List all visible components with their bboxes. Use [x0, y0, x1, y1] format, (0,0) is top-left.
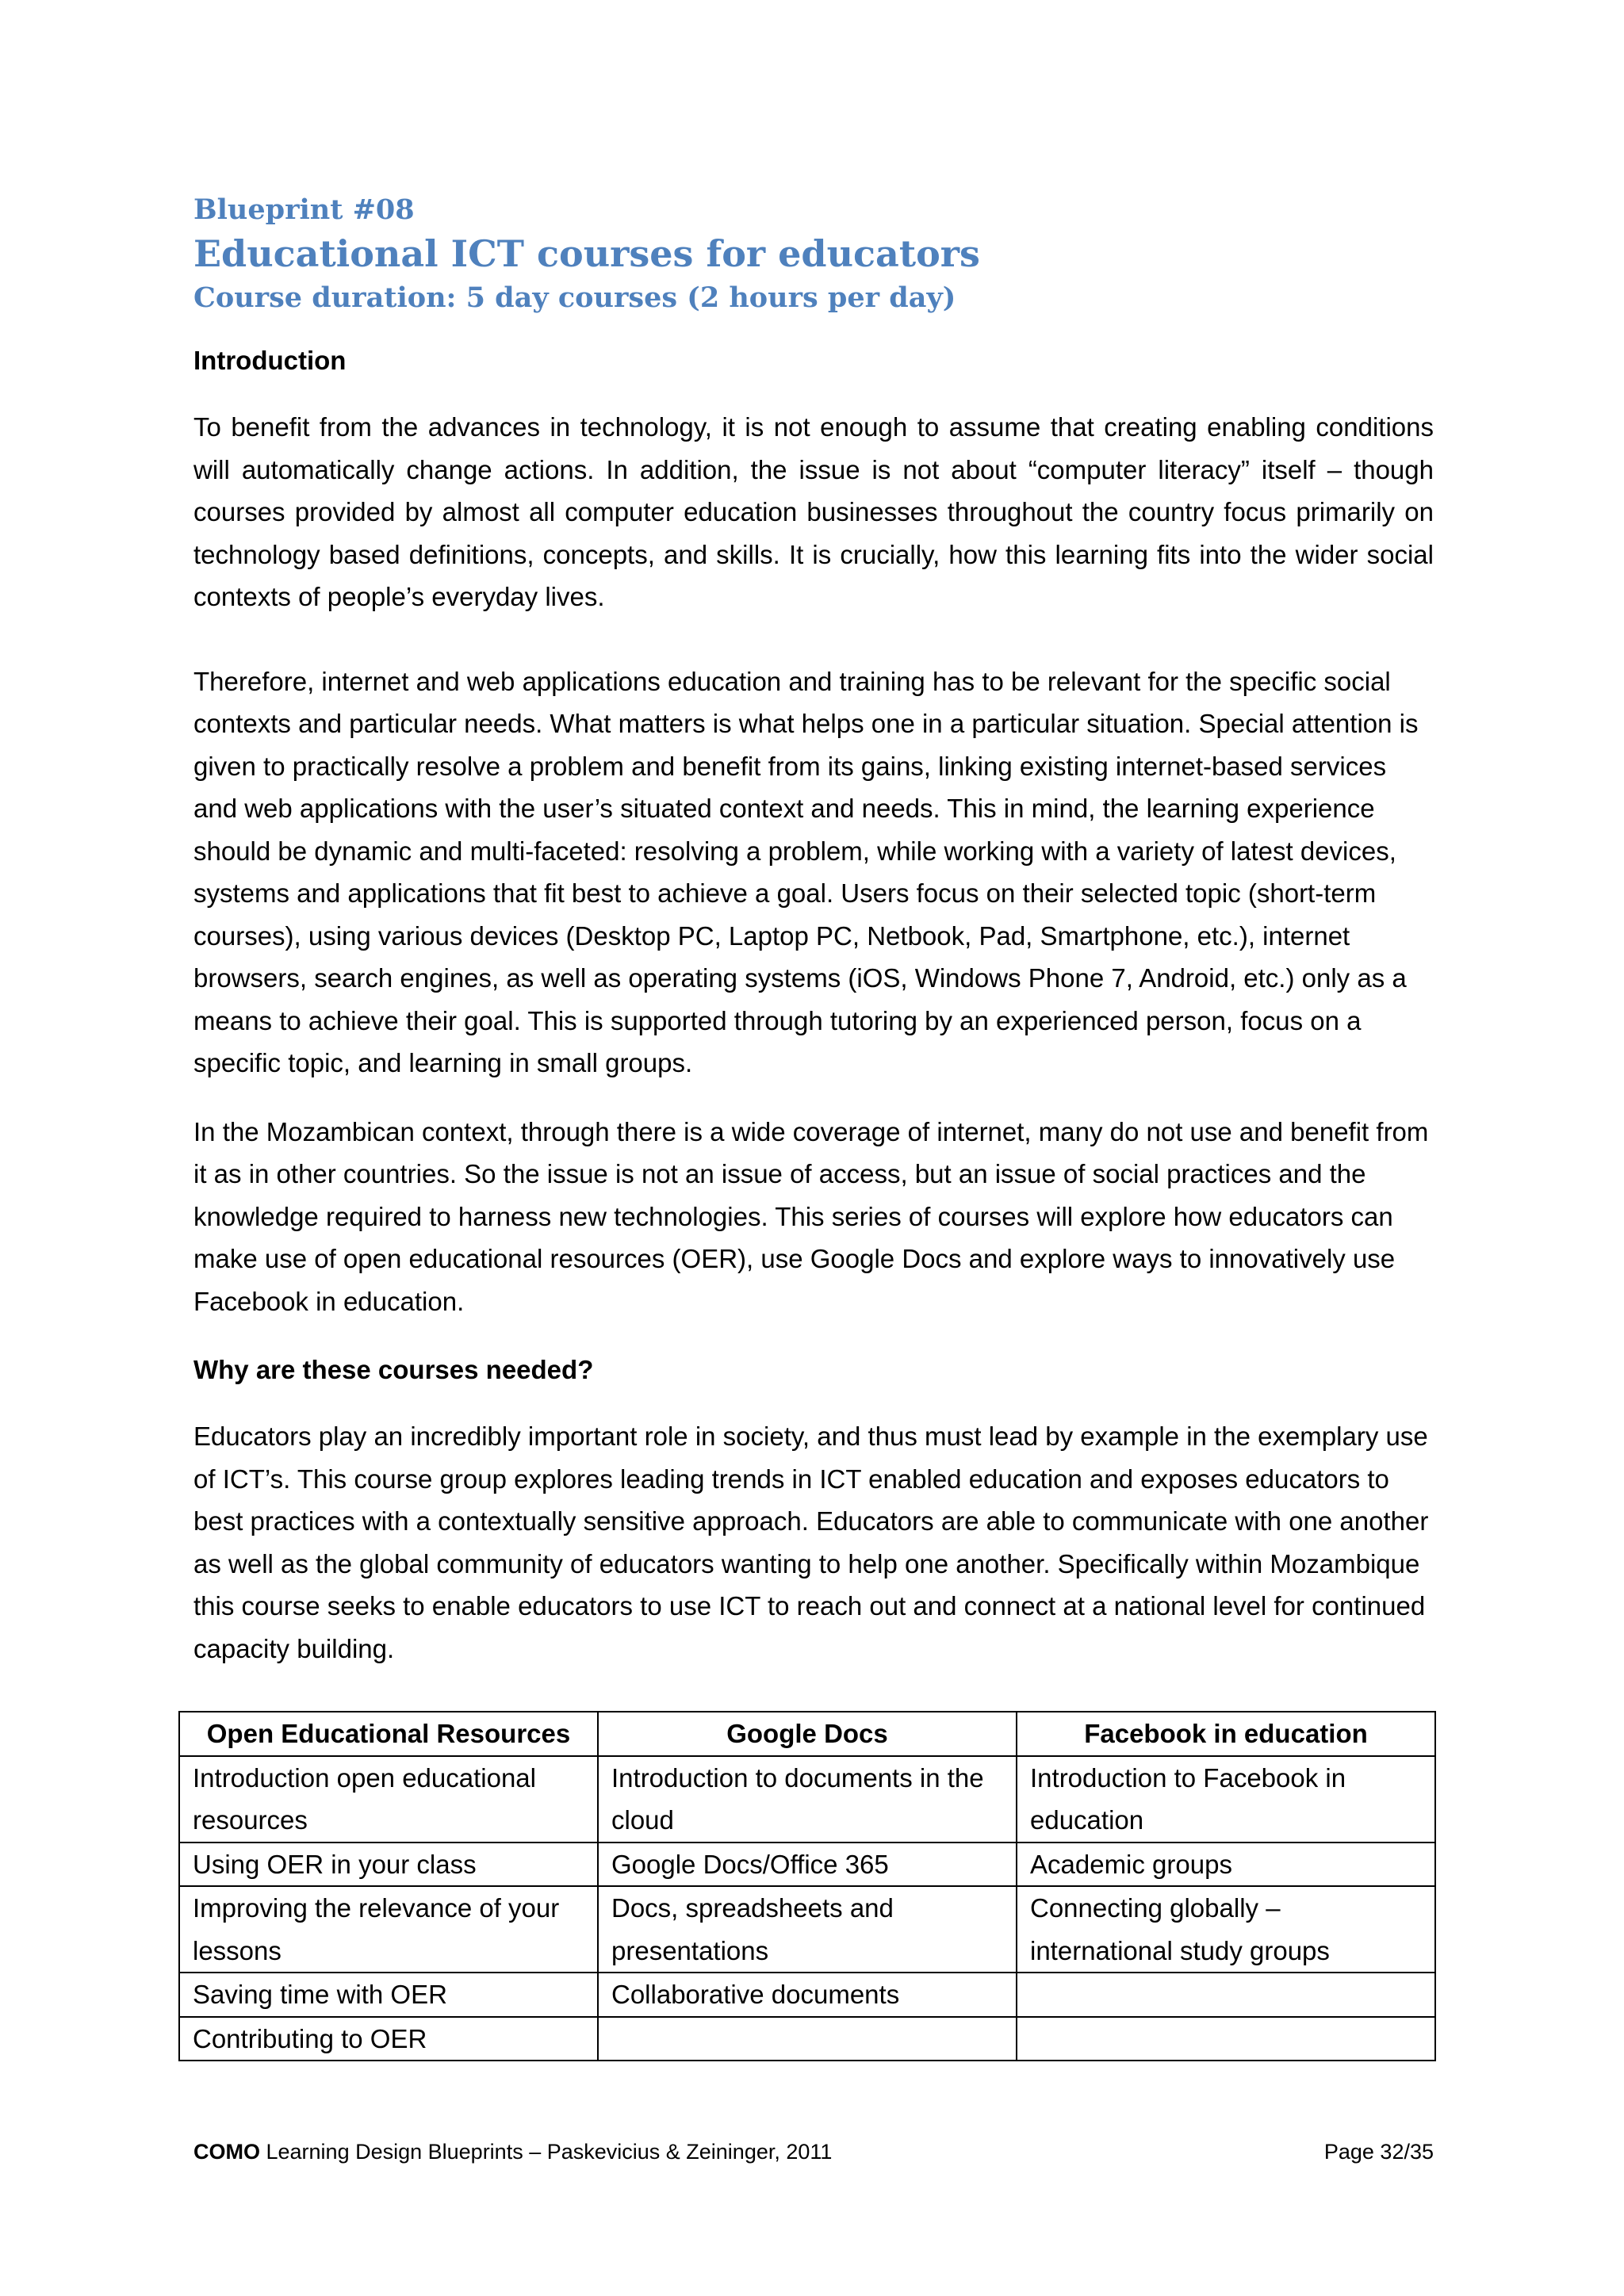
table-cell: Contributing to OER	[179, 2017, 598, 2061]
table-cell	[598, 2017, 1017, 2061]
footer-brand: COMO	[193, 2140, 260, 2164]
table-row	[179, 1973, 1435, 2017]
footer-citation: Learning Design Blueprints – Paskevicius & Zeininger, 2011	[260, 2140, 833, 2164]
table-row	[179, 1886, 1435, 1973]
table-header-cell: Open Educational Resources	[179, 1712, 598, 1756]
footer-citation-line	[193, 2136, 832, 2168]
table-cell	[1017, 2017, 1435, 2061]
table-cell: Connecting globally – international study groups	[1017, 1886, 1435, 1973]
table-cell: Docs, spreadsheets and presentations	[598, 1886, 1017, 1973]
introduction-heading: Introduction	[193, 346, 347, 375]
table-cell: Introduction to Facebook in education	[1017, 1756, 1435, 1843]
paragraph-spacer	[193, 1085, 1434, 1111]
course-duration-subtitle: Course duration: 5 day courses (2 hours per day)	[193, 281, 956, 314]
table-header-row	[179, 1712, 1435, 1756]
footer-page-number: Page 32/35	[1323, 2140, 1434, 2164]
paragraph-spacer	[193, 618, 1434, 660]
table-cell: Collaborative documents	[598, 1973, 1017, 2017]
table-cell: Google Docs/Office 365	[598, 1843, 1017, 1887]
table-cell: Introduction to documents in the cloud	[598, 1756, 1017, 1843]
paragraph-spacer	[193, 1322, 1434, 1349]
introduction-paragraph-1: To benefit from the advances in technology, it is not enough to assume that creating enabling conditions will automatically change actions. In addition, the issue is not about “computer literacy” itself – though courses provided by almost all computer education businesses throughout the country focus primarily on technology based definitions, concepts, and skills. It is crucially, how this learning fits into the wider social contexts of people’s everyday lives.	[193, 412, 1434, 611]
blueprint-label: Blueprint #08	[193, 193, 415, 226]
page-title: Educational ICT courses for educators	[193, 232, 980, 275]
table-header-cell: Facebook in education	[1017, 1712, 1435, 1756]
table-cell	[1017, 1973, 1435, 2017]
introduction-paragraph-2: Therefore, internet and web applications education and training has to be relevant for the specific social contexts and particular needs. What matters is what helps one in a particular situation. Special attention is given to practically resolve a problem and benefit from its gains, linking existing internet-based services and web applications with the user’s situated context and needs. This in mind, the learning experience should be dynamic and multi-faceted: resolving a problem, while working with a variety of latest devices, systems and applications that fit best to achieve a goal. Users focus on their selected topic (short-term courses), using various devices (Desktop PC, Laptop PC, Netbook, Pad, Smartphone, etc.), internet browsers, search engines, as well as operating systems (iOS, Windows Phone 7, Android, etc.) only as a means to achieve their goal. This is supported through tutoring by an experienced person, focus on a specific topic, and learning in small groups.	[193, 666, 1419, 1077]
table-row	[179, 1756, 1435, 1843]
table-cell: Using OER in your class	[179, 1843, 598, 1887]
table-cell: Improving the relevance of your lessons	[179, 1886, 598, 1973]
table-header-cell: Google Docs	[598, 1712, 1017, 1756]
table-cell: Introduction open educational resources	[179, 1756, 598, 1843]
table-cell: Academic groups	[1017, 1843, 1435, 1887]
table-cell: Saving time with OER	[179, 1973, 598, 2017]
table-row	[179, 2017, 1435, 2061]
courses-table	[178, 1711, 1436, 2061]
introduction-paragraph-3: In the Mozambican context, through there is a wide coverage of internet, many do not use and benefit from it as in other countries. So the issue is not an issue of access, but an issue of social practices and the knowledge required to harness new technologies. This series of courses will explore how educators can make use of open educational resources (OER), use Google Docs and explore ways to innovatively use Facebook in education.	[193, 1116, 1429, 1316]
table-row	[179, 1843, 1435, 1887]
page-content	[193, 190, 1434, 1670]
why-courses-needed-paragraph: Educators play an incredibly important role in society, and thus must lead by example in the exemplary use of ICT’s. This course group explores leading trends in ICT enabled education and exposes educators to best practices with a contextually sensitive approach. Educators are able to communicate with one another as well as the global community of educators wanting to help one another. Specifically within Mozambique this course seeks to enable educators to use ICT to reach out and connect at a national level for continued capacity building.	[193, 1422, 1429, 1663]
why-courses-needed-heading: Why are these courses needed?	[193, 1355, 594, 1384]
